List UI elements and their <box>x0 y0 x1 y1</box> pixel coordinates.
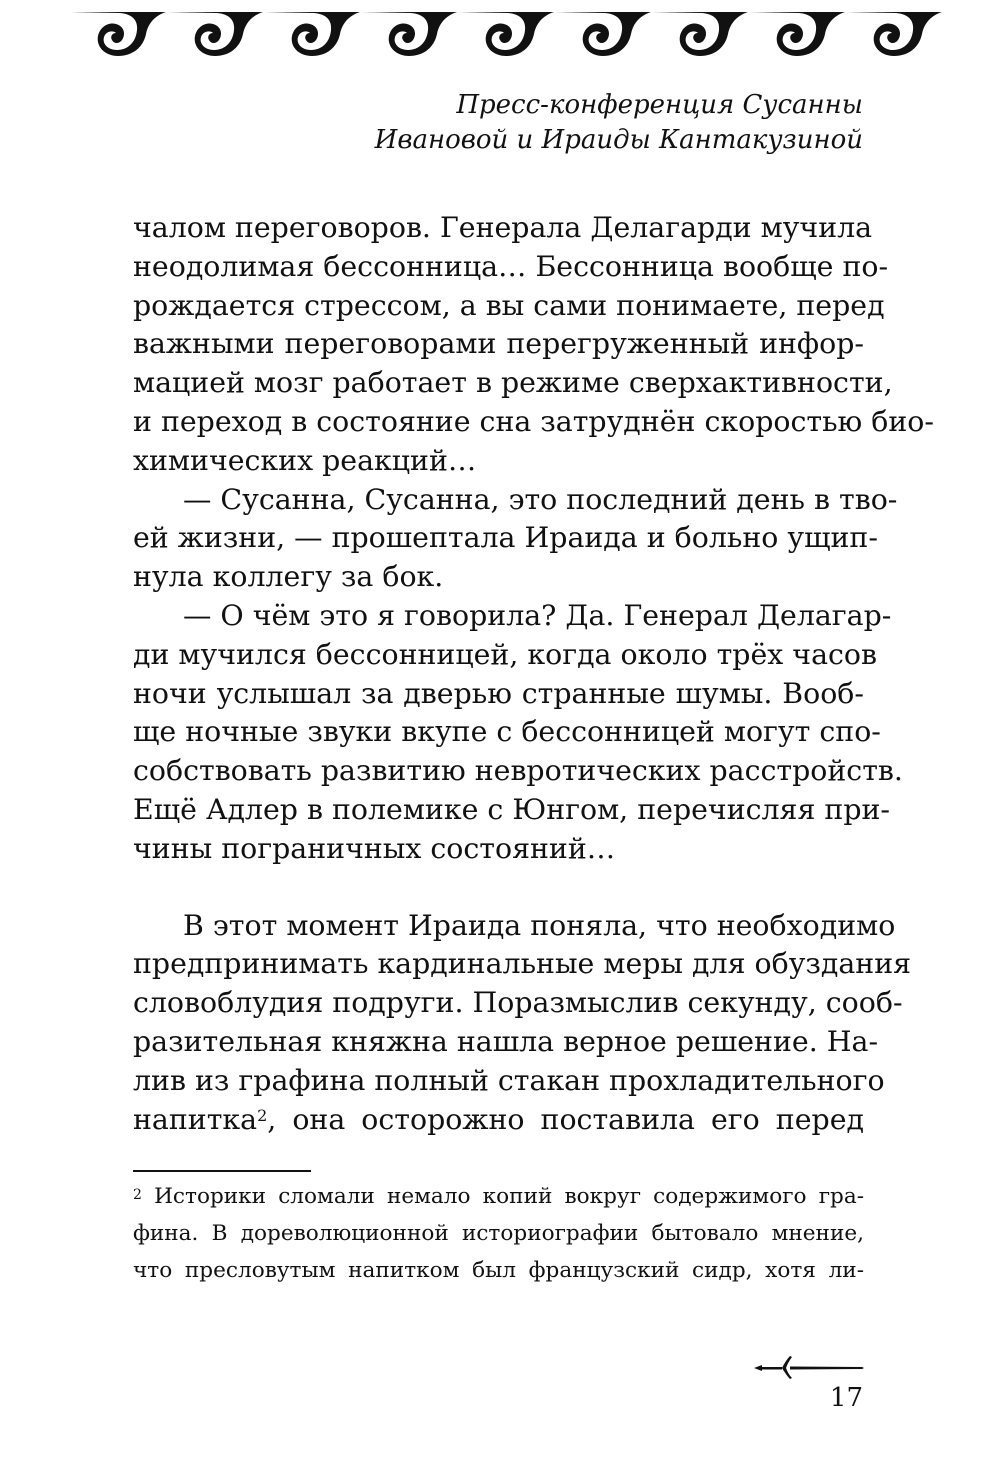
text-line: ще ночные звуки вкупе с бессонницей могут спо- <box>133 715 881 749</box>
text-line: предпринимать кардинальные меры для обуздания <box>133 947 912 981</box>
sword-divider-icon <box>754 1352 864 1380</box>
wave-scroll-border-icon <box>70 0 950 60</box>
footnote-line <box>133 1178 864 1215</box>
text-line: лив из графина полный стакан прохладительного <box>133 1063 885 1097</box>
text-line: ей жизни, — прошептала Ираида и больно ущип- <box>133 521 878 555</box>
text-line: чалом переговоров. Генерала Делагарди мучила <box>133 211 873 244</box>
text-line: неодолимая бессонница… Бессонница вообще по- <box>133 249 889 283</box>
text-line: разительная княжна нашла верное решение. На- <box>133 1024 879 1058</box>
text-line: и переход в состояние сна затруднён скоростью био- <box>133 404 934 438</box>
text-line: чины пограничных состояний… <box>133 831 616 865</box>
text-line: словоблудия подруги. Поразмыслив секунду, сооб- <box>133 986 903 1020</box>
text-line: В этот момент Ираида поняла, что необходимо <box>183 908 896 942</box>
footnote-line: фина. В дореволюционной историографии бытовало мнение, <box>133 1221 864 1246</box>
text-line: рождается стрессом, а вы сами понимаете, перед <box>133 288 885 322</box>
body-text <box>133 209 934 1139</box>
text-line: — О чём это я говорила? Да. Генерал Делагар- <box>183 598 892 632</box>
text-line: нула коллегу за бок. <box>133 560 444 594</box>
running-head-line: Ивановой и Ираиды Кантакузиной <box>374 125 863 155</box>
footnote-divider <box>133 1170 311 1172</box>
footnote-line: что пресловутым напитком был французский сидр, хотя ли- <box>133 1258 864 1283</box>
text-fragment: напитка <box>133 1102 258 1136</box>
text-line: химических реакций… <box>133 443 477 477</box>
running-head-line: Пресс-конференция Сусанны <box>456 90 863 120</box>
text-line: — Сусанна, Сусанна, это последний день в тво- <box>183 482 898 516</box>
text-fragment: , она осторожно поставила его перед <box>267 1102 864 1136</box>
text-line: ночи услышал за дверью странные шумы. Вооб- <box>133 676 864 710</box>
text-line: мацией мозг работает в режиме сверхактивности, <box>133 366 893 400</box>
footnote-number: 2 <box>133 1187 142 1203</box>
text-line-with-footnote <box>133 1101 864 1140</box>
footnote-reference[interactable]: 2 <box>257 1105 268 1125</box>
footnote <box>133 1178 864 1289</box>
text-line: Ещё Адлер в полемике с Юнгом, перечисляя при- <box>133 792 891 826</box>
running-head <box>263 88 863 158</box>
text-line: собствовать развитию невротических расстройств. <box>133 754 903 788</box>
footnote-text: Историки сломали немало копий вокруг содержимого гра- <box>141 1184 864 1209</box>
text-line: важными переговорами перегруженный инфор- <box>133 327 864 361</box>
page-number: 17 <box>829 1383 863 1413</box>
text-line: ди мучился бессонницей, когда около трёх часов <box>133 637 877 671</box>
paragraph-gap <box>133 869 864 907</box>
